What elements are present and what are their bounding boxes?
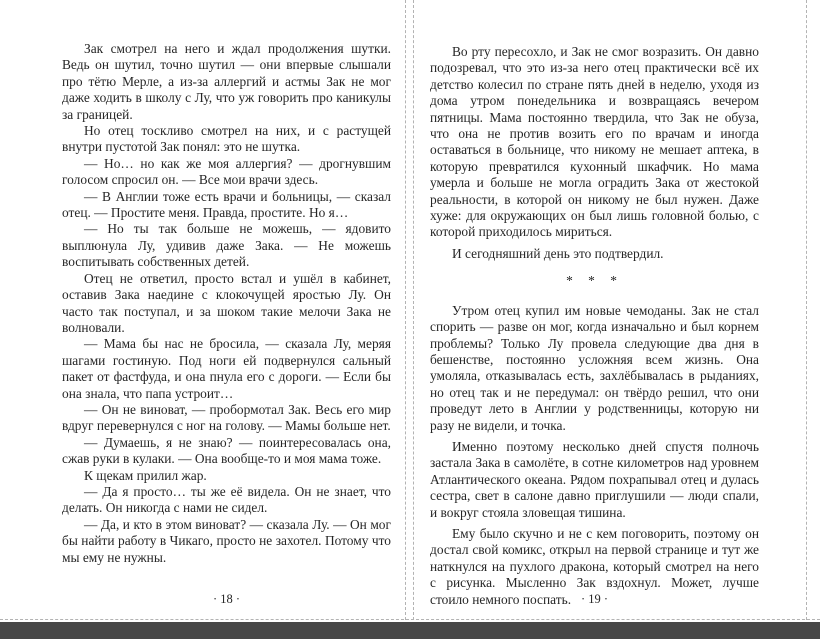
paragraph: Именно поэтому несколько дней спустя полночь застала Зака в самолёте, в сотне километров над уровнем Атлантического океана. Рядом похрапывал отец и дулась сестра, свет в салоне давно приглушили — люди спали, и вокруг стояла зловещая тишина. [430,438,759,520]
gutter-trim-mark-right [413,0,414,620]
scene-break-asterisks: * * * [566,273,623,289]
bottom-trim-mark [0,619,820,620]
paragraph: Зак смотрел на него и ждал продолжения шутки. Ведь он шутил, точно шутил — они впервые слышали про тётю Мерле, а из-за аллергий и астмы Зак не мог даже ходить в школу с Лу, что уж говорить про каникулы за границей. [62,41,391,122]
dialogue-paragraph: — Думаешь, я не знаю? — поинтересовалась она, сжав руки в кулаки. — Она вообще-то и моя мама тоже. [62,434,391,467]
gutter-trim-mark-left [405,0,406,620]
dialogue-paragraph: — Но ты так больше не можешь, — ядовито выплюнула Лу, удивив даже Зака. — Не можешь воспитывать собственных детей. [62,221,391,270]
paragraph: Во рту пересохло, и Зак не смог возразить. Он давно подозревал, что это из-за него отец практически всё их детство колесил по стране пять дней в неделю, уходя из дома утром понедельника и возвращаясь вечером пятницы. Мама постоянно твердила, что Зак не обуза, что она не против возить его по врачам и иногда оставаться в больнице, что никому не мешает аптека, в которую превратился кухонный шкафчик. Но мама умерла и больше не могла оградить Зака от жестокой реальности, в которой он никому не был нужен. Даже хуже: для окружающих он был лишь головной болью, с которой приходилось мириться. [430,44,759,240]
page-19-text-block [430,44,759,613]
dialogue-paragraph: — Но… но как же моя аллергия? — дрогнувшим голосом спросил он. — Все мои врачи здесь. [62,155,391,188]
dialogue-paragraph: — Он не виноват, — пробормотал Зак. Весь его мир вдруг перевернулся с ног на голову. — Мамы больше нет. [62,401,391,434]
dialogue-paragraph: — В Англии тоже есть врачи и больницы, — сказал отец. — Простите меня. Правда, простите. Но я… [62,188,391,221]
bottom-bar [0,622,820,639]
page-number-left: · 18 · [212,592,241,606]
paragraph: Утром отец купил им новые чемоданы. Зак не стал спорить — разве он мог, когда изначально и был корнем проблемы? Только Лу провела следующие два дня в бешенстве, постоянно усложняя всем жизнь. Она умоляла, отказывалась есть, захлёбывалась в рыданиях, но отец так и не передумал: он твёрдо решил, что они проведут лето в Англии у родственницы, которую ни разу не видели, и точка. [430,302,759,433]
paragraph: Отец не ответил, просто встал и ушёл в кабинет, оставив Зака наедине с клокочущей яростью Лу. Он часто так поступал, и за шоком такие мелочи Зака не волновали. [62,270,391,335]
paragraph: И сегодняшний день это подтвердил. [452,245,664,261]
paragraph: Но отец тоскливо смотрел на них, и с растущей внутри пустотой Зак понял: это не шутка. [62,123,391,155]
paragraph: К щекам прилил жар. [84,467,207,483]
dialogue-paragraph: — Да я просто… ты же её видела. Он не знает, что делать. Он никогда с нами не сидел. [62,483,391,516]
page-18-text-block [62,41,391,566]
right-edge-trim-mark [806,0,807,620]
paragraph: Ему было скучно и не с кем поговорить, поэтому он достал свой комикс, открыл на первой странице и тут же наткнулся на пухлого дракона, который смотрел на него с рисунка. Мысленно Зак вздохнул. Может, лучше стоило немного поспать. [430,525,759,607]
dialogue-paragraph: — Мама бы нас не бросила, — сказала Лу, меряя шагами гостиную. Под ноги ей подвернулся сальный пакет от фастфуда, и она пнула его с дороги. — Если бы она знала, что папа устроит… [62,336,391,401]
page-number-right: · 19 · [580,592,609,606]
dialogue-paragraph: — Да, и кто в этом виноват? — сказала Лу. — Он мог бы найти работу в Чикаго, просто не захотел. Потому что мы ему не нужны. [62,516,391,565]
